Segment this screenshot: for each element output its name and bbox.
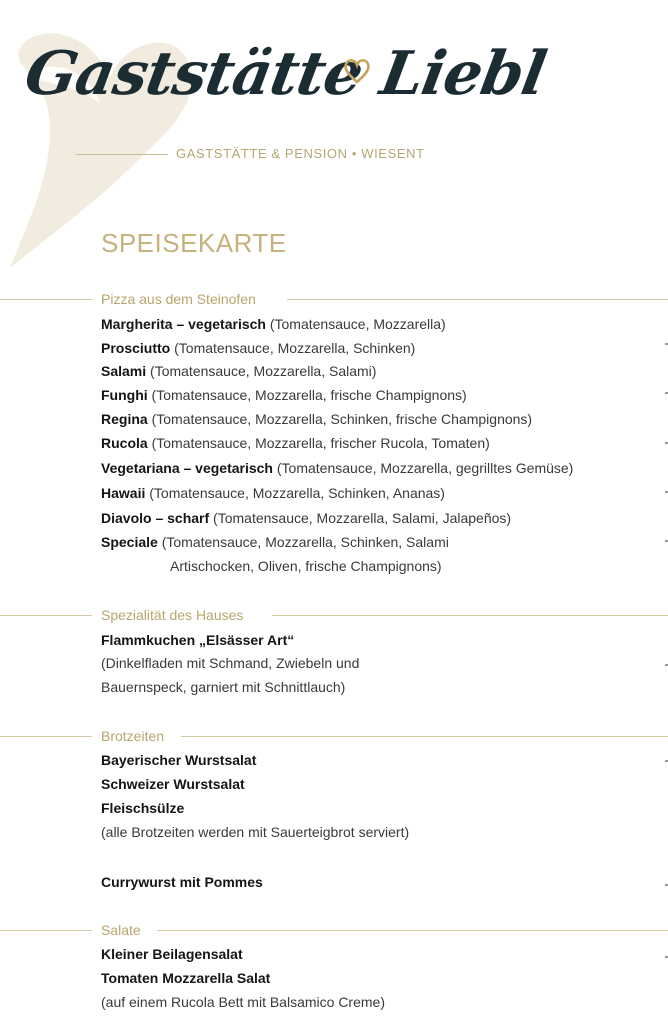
menu-item (101, 968, 270, 988)
section-title-pizza: Pizza aus dem Steinofen (101, 291, 256, 307)
menu-item (101, 630, 294, 650)
section-header-pizza (0, 289, 668, 309)
section-divider (272, 615, 668, 616)
section-divider (0, 615, 92, 616)
section-divider (0, 736, 92, 737)
section-divider (0, 930, 92, 931)
menu-item (101, 798, 184, 818)
item-name: Prosciutto (101, 340, 171, 356)
item-description: (Tomatensauce, Mozzarella, Schinken) (170, 340, 416, 356)
menu-item (101, 774, 245, 794)
item-name: Rucola (101, 435, 148, 451)
menu-item (101, 872, 263, 892)
menu-item (101, 483, 445, 503)
section-divider (181, 736, 668, 737)
item-description: (Tomatensauce, Mozzarella, Schinken, Ananas) (145, 485, 445, 501)
section-divider (0, 299, 92, 300)
section-header-brotzeiten (0, 726, 668, 746)
section-divider (287, 299, 668, 300)
logo-subtitle: GASTSTÄTTE & PENSION • WIESENT (176, 146, 425, 161)
item-description: (Tomatensauce, Mozzarella, Schinken, Salami (157, 534, 449, 550)
item-name: Regina (101, 411, 148, 427)
menu-item (101, 314, 446, 334)
item-description: Bauernspeck, garniert mit Schnittlauch) (101, 679, 346, 695)
section-divider (157, 930, 668, 931)
item-description-continued: Artischocken, Oliven, frische Champignons) (170, 558, 442, 574)
item-name: Bayerischer Wurstsalat (101, 752, 257, 768)
item-description: (Tomatensauce, Mozzarella, frischer Rucola, Tomaten) (147, 435, 490, 451)
item-name: Funghi (101, 387, 148, 403)
item-name: Vegetariana – vegetarisch (101, 460, 273, 476)
menu-heading: SPEISEKARTE (101, 228, 287, 258)
menu-item (101, 433, 490, 453)
item-description: (Tomatensauce, Mozzarella, Salami, Jalapeños) (209, 510, 512, 526)
item-name: Diavolo – scharf (101, 510, 210, 526)
section-note: (auf einem Rucola Bett mit Balsamico Creme) (101, 994, 385, 1010)
item-name: Hawaii (101, 485, 146, 501)
item-description: (Tomatensauce, Mozzarella) (265, 316, 446, 332)
item-name: Schweizer Wurstsalat (101, 776, 245, 792)
section-note: (alle Brotzeiten werden mit Sauerteigbrot serviert) (101, 824, 410, 840)
menu-item (101, 338, 415, 358)
item-name: Salami (101, 363, 147, 379)
logo-rule (76, 154, 168, 155)
item-name: Tomaten Mozzarella Salat (101, 970, 271, 986)
section-header-salate (0, 920, 668, 940)
section-title-brotzeiten: Brotzeiten (101, 728, 165, 744)
menu-item (101, 385, 467, 405)
section-header-special (0, 605, 668, 625)
menu-item (101, 409, 532, 429)
item-description: (Tomatensauce, Mozzarella, gegrilltes Gemüse) (273, 460, 574, 476)
item-name: Currywurst mit Pommes (101, 874, 263, 890)
item-name: Flammkuchen „Elsässer Art“ (101, 632, 295, 648)
menu-item (101, 532, 449, 552)
menu-item (101, 944, 243, 964)
section-title-special: Spezialität des Hauses (101, 607, 244, 623)
item-name: Speciale (101, 534, 158, 550)
menu-item (101, 458, 573, 478)
item-description: (Tomatensauce, Mozzarella, frische Champignons) (147, 387, 467, 403)
item-name: Kleiner Beilagensalat (101, 946, 243, 962)
item-description: (Tomatensauce, Mozzarella, Salami) (146, 363, 377, 379)
item-description: (Tomatensauce, Mozzarella, Schinken, frische Champignons) (147, 411, 533, 427)
item-description: (Dinkelfladen mit Schmand, Zwiebeln und (101, 655, 360, 671)
section-title-salate: Salate (101, 922, 141, 938)
logo-title: Gaststätte Liebl (19, 39, 551, 109)
item-name: Margherita – vegetarisch (101, 316, 266, 332)
menu-item (101, 750, 256, 770)
menu-item (101, 361, 376, 381)
item-name: Fleischsülze (101, 800, 185, 816)
logo-heart-icon (342, 57, 372, 85)
menu-item (101, 508, 511, 528)
